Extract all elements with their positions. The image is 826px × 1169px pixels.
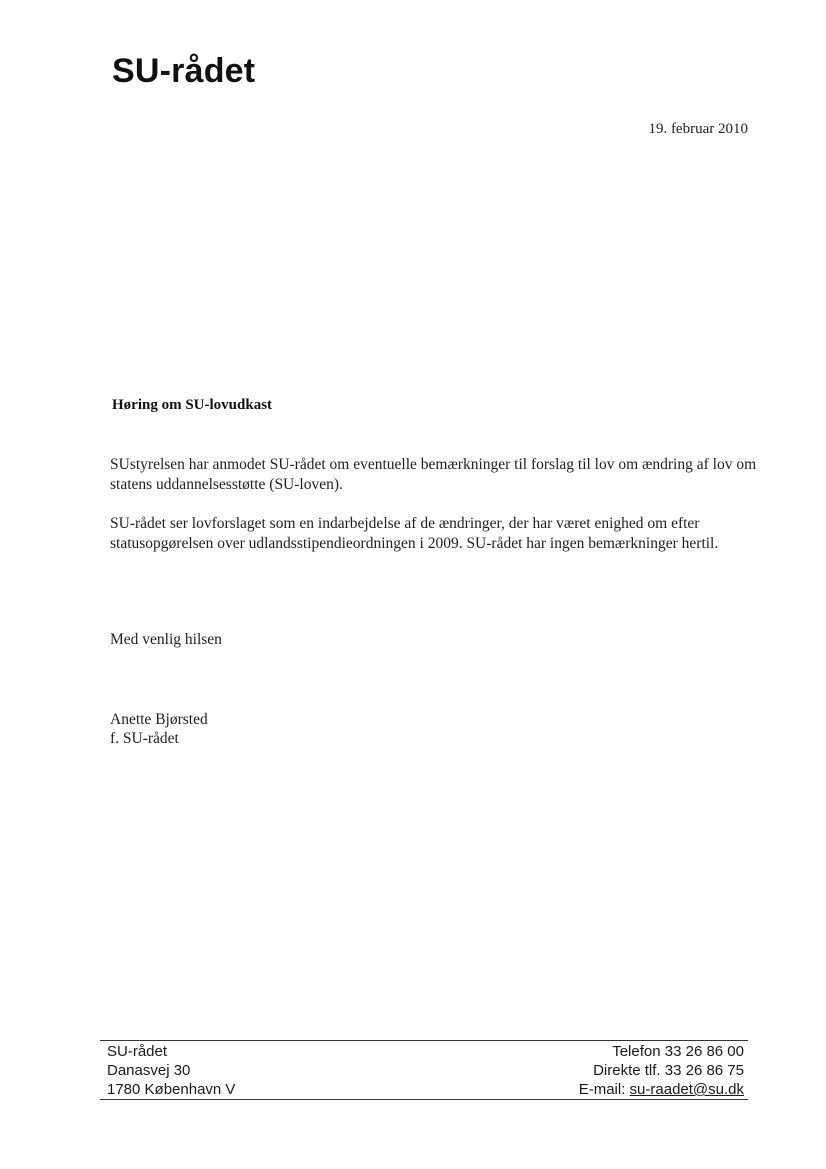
signatory-name: Anette Bjørsted bbox=[110, 711, 208, 728]
footer-city: 1780 København V bbox=[107, 1081, 236, 1098]
footer-street: Danasvej 30 bbox=[107, 1062, 191, 1079]
footer-phone: Telefon 33 26 86 00 bbox=[612, 1043, 744, 1060]
footer-contact bbox=[579, 1042, 744, 1099]
footer-direct-phone: Direkte tlf. 33 26 86 75 bbox=[593, 1062, 744, 1079]
footer-email-link[interactable]: su-raadet@su.dk bbox=[629, 1081, 744, 1098]
footer-divider-bottom bbox=[100, 1099, 748, 1100]
letter-date: 19. februar 2010 bbox=[648, 121, 748, 137]
footer-divider-top bbox=[100, 1040, 748, 1041]
signatory-on-behalf: f. SU-rådet bbox=[110, 730, 179, 747]
body-paragraph-1: SUstyrelsen har anmodet SU-rådet om eventuelle bemærkninger til forslag til lov om ændring af lov om statens uddannelsesstøtte (SU-loven). bbox=[110, 456, 757, 493]
footer-org-name: SU-rådet bbox=[107, 1043, 168, 1060]
footer-email-label: E-mail: bbox=[578, 1081, 630, 1098]
signature-block bbox=[110, 710, 208, 748]
letterhead-title: SU-rådet bbox=[112, 52, 256, 90]
closing-greeting: Med venlig hilsen bbox=[110, 631, 222, 648]
letter-subject: Høring om SU-lovudkast bbox=[112, 397, 273, 413]
body-paragraph-2: SU-rådet ser lovforslaget som en indarbejdelse af de ændringer, der har været enighed om efter statusopgørelsen over udlandsstipendieordningen i 2009. SU-rådet har ingen bemærkninger hertil. bbox=[110, 515, 719, 552]
footer-email-line bbox=[579, 1080, 744, 1099]
footer-address bbox=[107, 1042, 235, 1099]
